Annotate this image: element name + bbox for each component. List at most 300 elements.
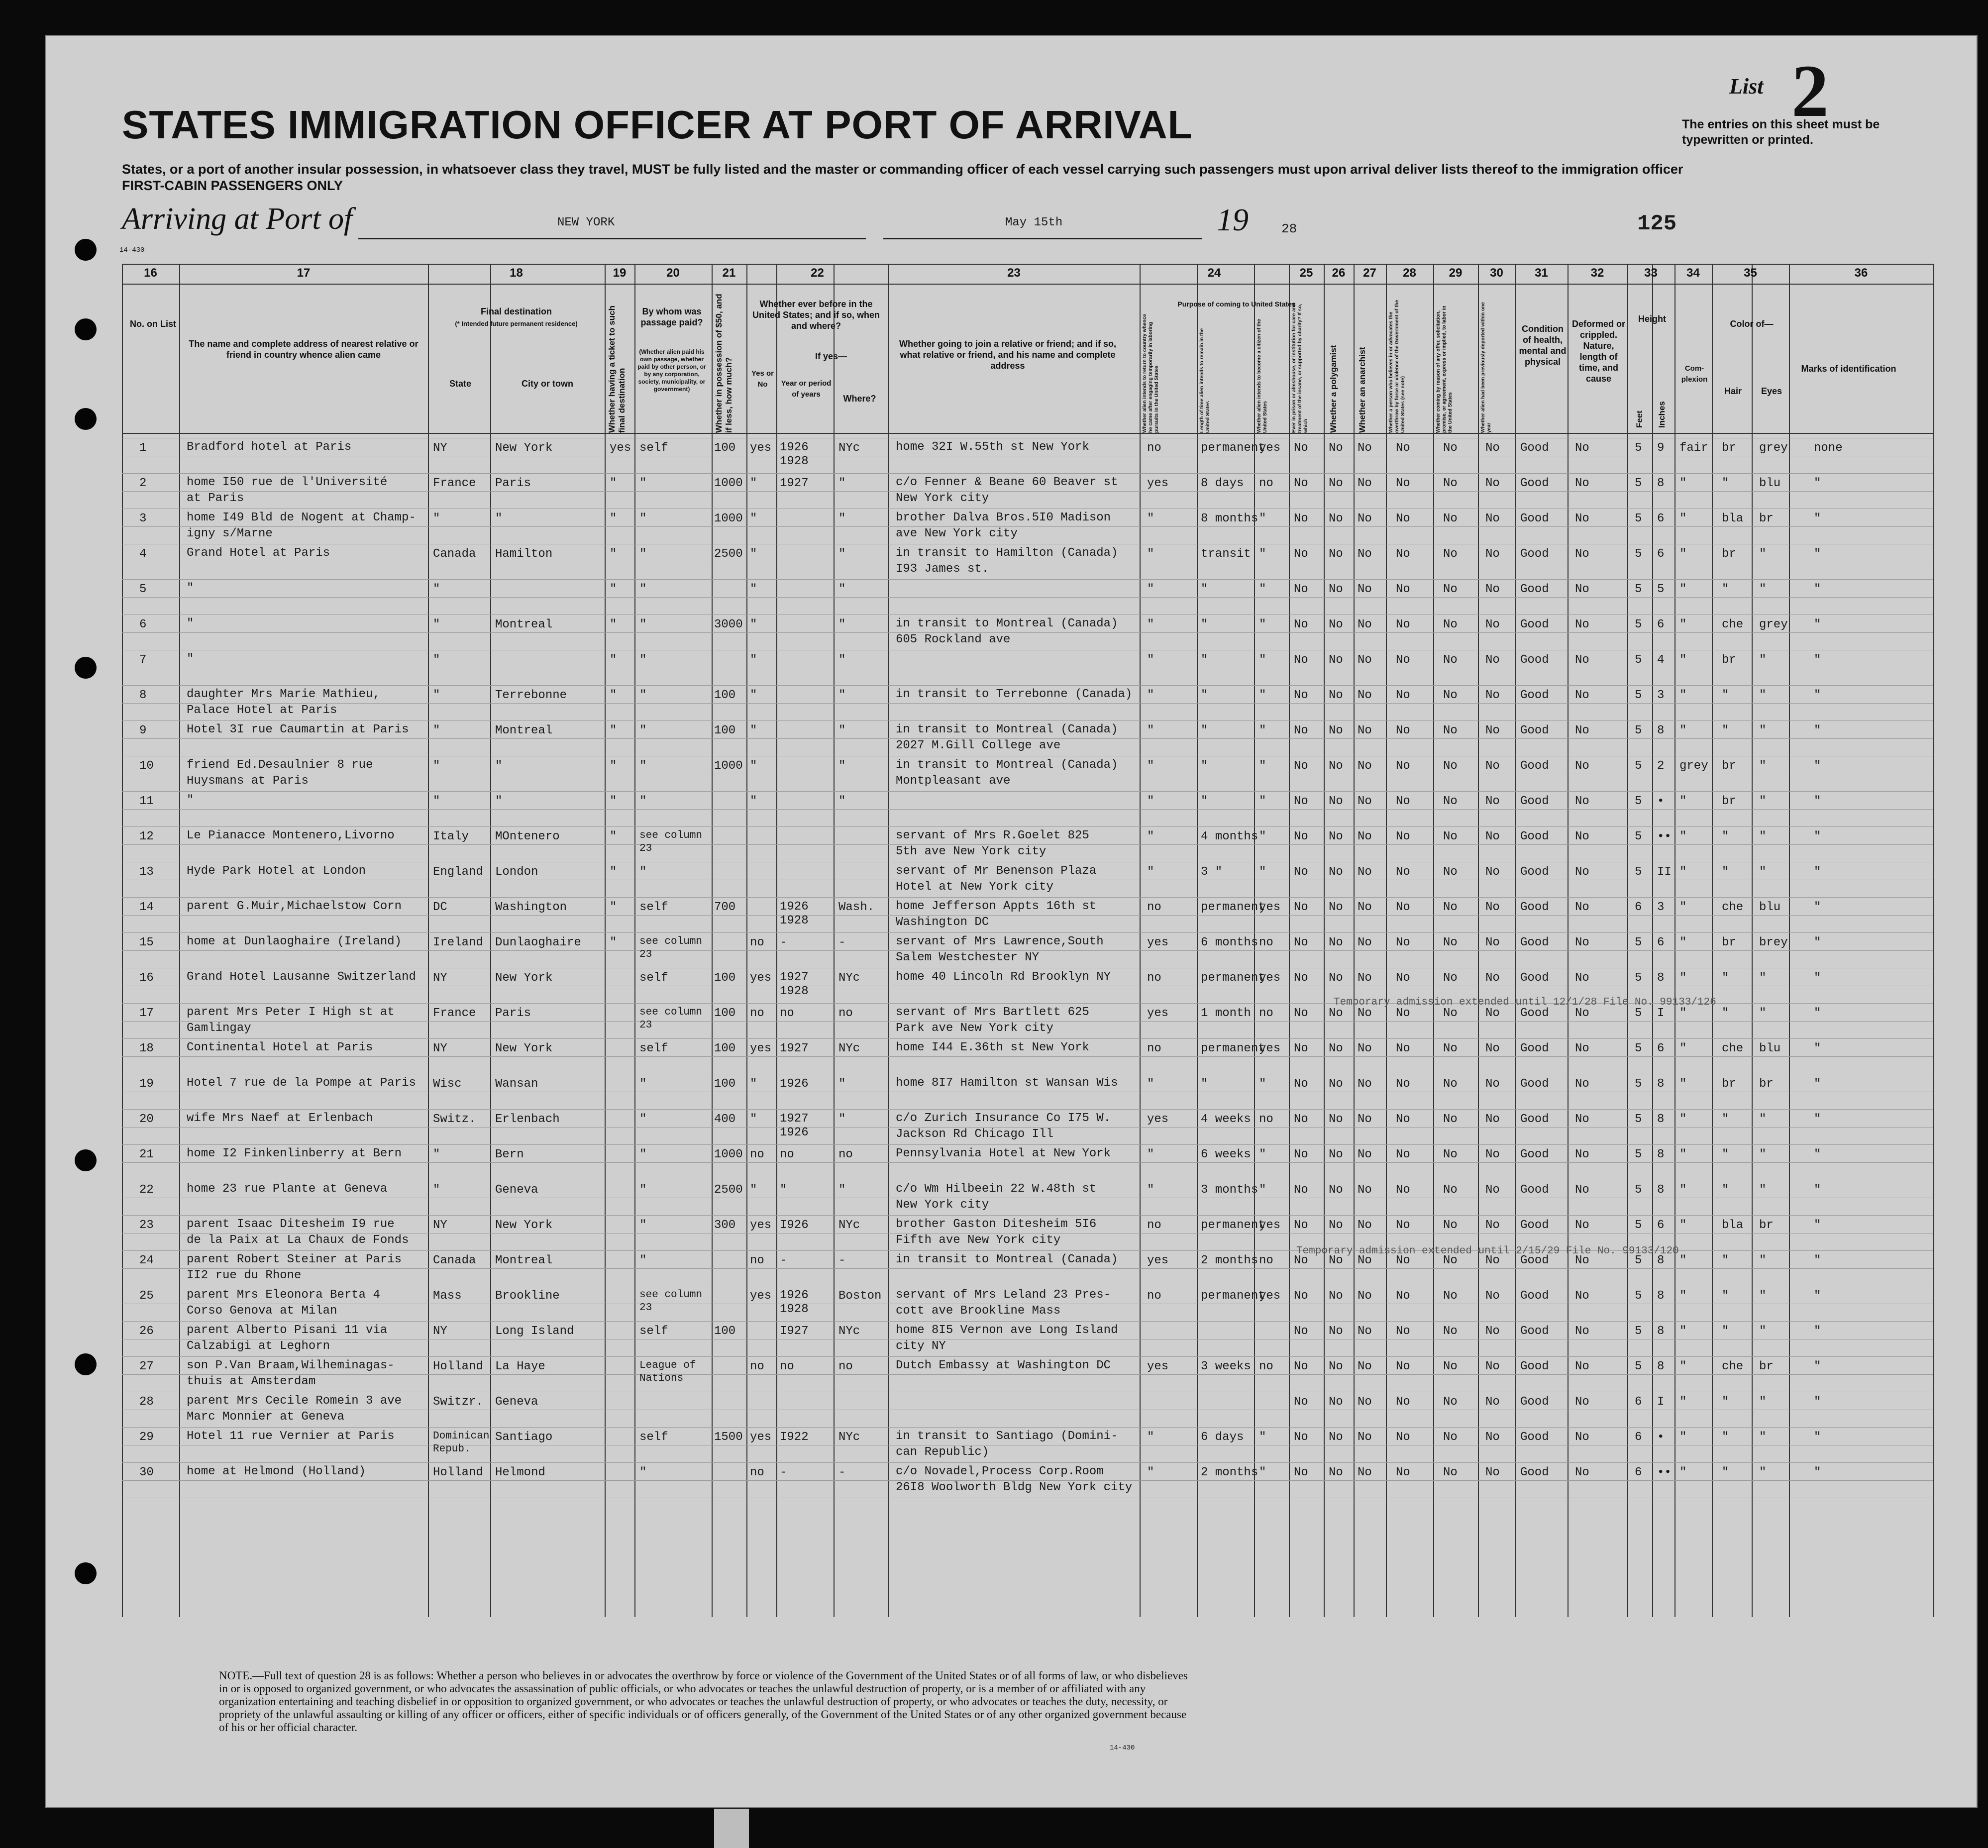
- intends-citizen: ": [1259, 653, 1266, 667]
- row-number: 1: [139, 441, 147, 455]
- eye-color: ": [1759, 653, 1767, 667]
- hdr-marks: Marks of identification: [1801, 364, 1896, 374]
- health-condition: Good: [1520, 477, 1549, 490]
- eye-color: br: [1759, 512, 1774, 525]
- length-of-stay: ": [1201, 795, 1208, 808]
- overthrow: No: [1396, 583, 1410, 596]
- joining-relative: Hotel at New York city: [896, 880, 1053, 894]
- date-line: [883, 238, 1202, 239]
- dest-state: Mass: [433, 1289, 462, 1303]
- polygamist: No: [1329, 1431, 1343, 1444]
- joining-relative: cott ave Brookline Mass: [896, 1304, 1061, 1318]
- money-amount: 1000: [714, 759, 743, 773]
- admission-stamp-row22: Temporary admission extended until 2/15/29 File No. 99133/120: [1296, 1245, 1679, 1257]
- health-condition: Good: [1520, 1395, 1549, 1409]
- hdr-contract: Whether coming by reason of any offer, solicitation, promise, or agreement, express or implied, to labor in the United States: [1436, 306, 1453, 433]
- nearest-relative: Le Pianacce Montenero,Livorno: [187, 829, 395, 842]
- health-condition: Good: [1520, 971, 1549, 985]
- purpose-return: ": [1147, 618, 1154, 631]
- complexion: ": [1679, 1289, 1687, 1303]
- dest-state: NY: [433, 1219, 447, 1232]
- prison-charity: No: [1294, 653, 1308, 667]
- height-inches: 3: [1657, 689, 1665, 702]
- purpose-return: no: [1147, 441, 1161, 455]
- overthrow: No: [1396, 441, 1410, 455]
- prison-charity: No: [1294, 795, 1308, 808]
- hdr-final-destination-note: (* Intended future permanent residence): [455, 320, 578, 327]
- length-of-stay: 6 days: [1201, 1431, 1244, 1444]
- identification-marks: ": [1814, 547, 1821, 561]
- ever-in-us: ": [750, 1183, 757, 1197]
- dest-state: Italy: [433, 830, 469, 843]
- grid-vline: [179, 264, 180, 1617]
- eye-color: ": [1759, 865, 1767, 879]
- grid-rule: [122, 932, 1933, 933]
- dest-state: NY: [433, 1325, 447, 1338]
- nearest-relative: parent Alberto Pisani 11 via: [187, 1324, 388, 1337]
- anarchist: No: [1358, 1360, 1372, 1373]
- overthrow: No: [1396, 795, 1410, 808]
- year-suffix: 28: [1281, 221, 1297, 236]
- years-in-us: no: [780, 1148, 794, 1161]
- health-condition: Good: [1520, 618, 1549, 631]
- eye-color: ": [1759, 583, 1767, 596]
- length-of-stay: permanent: [1201, 1289, 1265, 1303]
- column-number: 28: [1403, 266, 1416, 280]
- prison-charity: No: [1294, 830, 1308, 843]
- dest-city: New York: [495, 971, 553, 985]
- ever-in-us: yes: [750, 1042, 772, 1055]
- dest-city: Dunlaoghaire: [495, 936, 581, 949]
- manifest-table: [122, 264, 1933, 1617]
- where-in-us: NYc: [838, 1431, 860, 1444]
- years-in-us: 1926 1928: [780, 900, 809, 927]
- eye-color: ": [1759, 547, 1767, 561]
- years-in-us: 1926: [780, 1077, 809, 1091]
- health-condition: Good: [1520, 865, 1549, 879]
- height-inches: 6: [1657, 1219, 1665, 1232]
- joining-relative: 605 Rockland ave: [896, 633, 1011, 646]
- joining-relative: 2027 M.Gill College ave: [896, 739, 1061, 752]
- hdr-hair: Hair: [1724, 386, 1742, 396]
- deformed: No: [1575, 1077, 1589, 1091]
- deported: No: [1485, 1077, 1500, 1091]
- contract-labor: No: [1443, 583, 1458, 596]
- purpose-return: ": [1147, 759, 1154, 773]
- complexion: ": [1679, 901, 1687, 914]
- deported: No: [1485, 1183, 1500, 1197]
- nearest-relative: parent G.Muir,Michaelstow Corn: [187, 900, 402, 913]
- height-feet: 5: [1635, 1254, 1642, 1267]
- identification-marks: ": [1814, 1466, 1821, 1479]
- nearest-relative: friend Ed.Desaulnier 8 rue: [187, 758, 373, 772]
- intends-citizen: yes: [1259, 971, 1281, 985]
- eye-color: ": [1759, 1007, 1767, 1020]
- deformed: No: [1575, 1042, 1589, 1055]
- deformed: No: [1575, 547, 1589, 561]
- joining-relative: Salem Westchester NY: [896, 951, 1040, 964]
- row-number: 19: [139, 1077, 154, 1091]
- has-ticket: ": [610, 901, 617, 914]
- column-number: 26: [1332, 266, 1346, 280]
- years-in-us: 1926 1928: [780, 441, 809, 468]
- complexion: ": [1679, 512, 1687, 525]
- height-feet: 5: [1635, 795, 1642, 808]
- dest-city: ": [495, 795, 503, 808]
- purpose-return: ": [1147, 653, 1154, 667]
- has-ticket: ": [610, 830, 617, 843]
- eye-color: ": [1759, 1289, 1767, 1303]
- polygamist: No: [1329, 1077, 1343, 1091]
- nearest-relative: II2 rue du Rhone: [187, 1269, 302, 1282]
- height-inches: 8: [1657, 1113, 1665, 1126]
- column-number: 25: [1299, 266, 1313, 280]
- hair-color: che: [1722, 618, 1744, 631]
- identification-marks: none: [1814, 441, 1843, 455]
- nearest-relative: Palace Hotel at Paris: [187, 704, 337, 717]
- deformed: No: [1575, 1466, 1589, 1479]
- list-number: 2: [1791, 50, 1829, 132]
- ever-in-us: ": [750, 618, 757, 631]
- intends-citizen: ": [1259, 1431, 1266, 1444]
- intends-citizen: ": [1259, 830, 1266, 843]
- nearest-relative: parent Mrs Eleonora Berta 4: [187, 1288, 380, 1302]
- height-inches: 8: [1657, 1325, 1665, 1338]
- complexion: ": [1679, 1325, 1687, 1338]
- overthrow: No: [1396, 689, 1410, 702]
- ever-in-us: no: [750, 1466, 764, 1479]
- grid-vline: [634, 264, 635, 1617]
- hdr-inches: Inches: [1657, 401, 1667, 428]
- overthrow: No: [1396, 865, 1410, 879]
- joining-relative: brother Gaston Ditesheim 5I6: [896, 1218, 1097, 1231]
- hdr-condition: Condition of health, mental and physical: [1519, 324, 1567, 367]
- anarchist: No: [1358, 512, 1372, 525]
- where-in-us: ": [838, 653, 846, 667]
- row-number: 10: [139, 759, 154, 773]
- hdr-color-of: Color of—: [1730, 319, 1774, 329]
- contract-labor: No: [1443, 1183, 1458, 1197]
- deported: No: [1485, 653, 1500, 667]
- overthrow: No: [1396, 653, 1410, 667]
- joining-relative: c/o Wm Hilbeein 22 W.48th st: [896, 1182, 1097, 1196]
- overthrow: No: [1396, 1395, 1410, 1409]
- polygamist: No: [1329, 1360, 1343, 1373]
- eye-color: ": [1759, 1431, 1767, 1444]
- length-of-stay: 6 months: [1201, 936, 1258, 949]
- admission-stamp-row15: Temporary admission extended until 12/1/28 File No. 99133/126: [1334, 997, 1716, 1008]
- length-of-stay: ": [1201, 1077, 1208, 1091]
- contract-labor: No: [1443, 1077, 1458, 1091]
- polygamist: No: [1329, 1325, 1343, 1338]
- health-condition: Good: [1520, 1042, 1549, 1055]
- contract-labor: No: [1443, 1431, 1458, 1444]
- hair-color: ": [1722, 477, 1729, 490]
- grid-vline: [1197, 264, 1198, 1617]
- prison-charity: No: [1294, 1466, 1308, 1479]
- list-note: The entries on this sheet must be typewritten or printed.: [1682, 117, 1880, 147]
- passage-paid-by: ": [639, 1077, 647, 1091]
- dest-state: ": [433, 1183, 440, 1197]
- has-ticket: ": [610, 759, 617, 773]
- length-of-stay: permanent: [1201, 901, 1265, 914]
- intends-citizen: yes: [1259, 1289, 1281, 1303]
- deported: No: [1485, 1148, 1500, 1161]
- grid-hline: [122, 433, 1933, 434]
- prison-charity: No: [1294, 441, 1308, 455]
- health-condition: Good: [1520, 1325, 1549, 1338]
- hair-color: br: [1722, 759, 1736, 773]
- intends-citizen: no: [1259, 1007, 1273, 1020]
- prison-charity: No: [1294, 1148, 1308, 1161]
- nearest-relative: ": [187, 617, 194, 630]
- dest-city: Montreal: [495, 1254, 553, 1267]
- purpose-return: ": [1147, 583, 1154, 596]
- contract-labor: No: [1443, 512, 1458, 525]
- money-amount: 100: [714, 971, 736, 985]
- passage-paid-by: ": [639, 618, 647, 631]
- grid-vline: [834, 264, 835, 1617]
- footnote: NOTE.—Full text of question 28 is as follows: Whether a person who believes in or advocates the overthrow by force or violence of the Government of the United States or of all forms of law, or who disbelieves in or is opposed to organized government, or who advocates the assassination of public officials, or who advocates or teaches the unlawful destruction of property, or is a member of or affiliated with any organization entertaining and teaching disbelief in or opposition to organized government, or who advocates or teaches the unlawful destruction of property, or who advocates or teaches the duty, necessity, or propriety of the unlawful assaulting or killing of any officer or officers, either of specific individuals or of officers generally, of the Government of the United States or of any other organized government because of his or her official character.: [219, 1669, 1188, 1734]
- joining-relative: Washington DC: [896, 916, 989, 929]
- ever-in-us: no: [750, 1360, 764, 1373]
- column-number: 23: [1007, 266, 1021, 280]
- polygamist: No: [1329, 936, 1343, 949]
- health-condition: Good: [1520, 689, 1549, 702]
- nearest-relative: home at Dunlaoghaire (Ireland): [187, 935, 402, 948]
- health-condition: Good: [1520, 1007, 1549, 1020]
- intends-citizen: ": [1259, 1466, 1266, 1479]
- money-amount: 2500: [714, 547, 743, 561]
- deformed: No: [1575, 477, 1589, 490]
- height-inches: 2: [1657, 759, 1665, 773]
- hdr-ever-in-us: Whether ever before in the United States; and if so, when and where?: [752, 299, 880, 331]
- hdr-nearest-relative: The name and complete address of nearest relative or friend in country whence alien came: [189, 339, 419, 360]
- arrival-date: May 15th: [1005, 216, 1063, 229]
- length-of-stay: 3 months: [1201, 1183, 1258, 1197]
- eye-color: blu: [1759, 901, 1781, 914]
- eye-color: blu: [1759, 477, 1781, 490]
- nearest-relative: Hotel 11 rue Vernier at Paris: [187, 1430, 395, 1443]
- identification-marks: ": [1814, 1007, 1821, 1020]
- ever-in-us: yes: [750, 441, 772, 455]
- purpose-return: yes: [1147, 1113, 1169, 1126]
- hair-color: ": [1722, 724, 1729, 737]
- passage-paid-by: self: [639, 1042, 668, 1055]
- grid-rule: [122, 1144, 1933, 1145]
- length-of-stay: ": [1201, 724, 1208, 737]
- overthrow: No: [1396, 1113, 1410, 1126]
- joining-relative: Pennsylvania Hotel at New York: [896, 1147, 1111, 1160]
- grid-vline: [1515, 264, 1516, 1617]
- grid-rule: [122, 1215, 1933, 1216]
- has-ticket: ": [610, 795, 617, 808]
- prison-charity: No: [1294, 1007, 1308, 1020]
- height-inches: 8: [1657, 1360, 1665, 1373]
- where-in-us: no: [838, 1148, 853, 1161]
- prison-charity: No: [1294, 1042, 1308, 1055]
- joining-relative: home 8I7 Hamilton st Wansan Wis: [896, 1076, 1118, 1090]
- hair-color: ": [1722, 865, 1729, 879]
- eye-color: br: [1759, 1219, 1774, 1232]
- dest-state: ": [433, 618, 440, 631]
- intends-citizen: no: [1259, 1360, 1273, 1373]
- ever-in-us: ": [750, 512, 757, 525]
- dest-city: ": [495, 512, 503, 525]
- year-prefix: 19: [1217, 202, 1249, 237]
- complexion: ": [1679, 1183, 1687, 1197]
- dest-city: ": [495, 759, 503, 773]
- joining-relative: c/o Fenner & Beane 60 Beaver st: [896, 476, 1118, 489]
- years-in-us: ": [780, 1183, 787, 1197]
- where-in-us: Boston: [838, 1289, 882, 1303]
- instructions-text: States, or a port of another insular possession, in whatsoever class they travel, MUST be fully listed and the master or commanding officer of each vessel carrying such passengers must upon arrival deliver lists thereof to the immigration officer: [122, 162, 1683, 177]
- money-amount: 1000: [714, 1148, 743, 1161]
- grid-vline: [1386, 264, 1387, 1617]
- eye-color: ": [1759, 1466, 1767, 1479]
- where-in-us: ": [838, 547, 846, 561]
- contract-labor: No: [1443, 971, 1458, 985]
- joining-relative: ave New York city: [896, 527, 1018, 540]
- money-amount: 100: [714, 1007, 736, 1020]
- anarchist: No: [1358, 547, 1372, 561]
- hair-color: br: [1722, 441, 1736, 455]
- health-condition: Good: [1520, 583, 1549, 596]
- hdr-state: State: [449, 379, 471, 389]
- hair-color: ": [1722, 1289, 1729, 1303]
- dest-city: Geneva: [495, 1183, 538, 1197]
- eye-color: brey: [1759, 936, 1788, 949]
- eye-color: ": [1759, 1395, 1767, 1409]
- complexion: ": [1679, 724, 1687, 737]
- contract-labor: No: [1443, 1113, 1458, 1126]
- anarchist: No: [1358, 441, 1372, 455]
- height-feet: 5: [1635, 477, 1642, 490]
- deformed: No: [1575, 618, 1589, 631]
- where-in-us: ": [838, 512, 846, 525]
- identification-marks: ": [1814, 1219, 1821, 1232]
- joining-relative: home 8I5 Vernon ave Long Island: [896, 1324, 1118, 1337]
- row-number: 30: [139, 1466, 154, 1479]
- height-feet: 6: [1635, 1431, 1642, 1444]
- complexion: ": [1679, 1395, 1687, 1409]
- deformed: No: [1575, 512, 1589, 525]
- joining-relative: Jackson Rd Chicago Ill: [896, 1128, 1053, 1141]
- overthrow: No: [1396, 1360, 1410, 1373]
- ever-in-us: ": [750, 477, 757, 490]
- length-of-stay: ": [1201, 689, 1208, 702]
- complexion: ": [1679, 1113, 1687, 1126]
- purpose-return: no: [1147, 971, 1161, 985]
- prison-charity: No: [1294, 865, 1308, 879]
- hair-color: ": [1722, 1113, 1729, 1126]
- length-of-stay: 8 days: [1201, 477, 1244, 490]
- passage-paid-by: ": [639, 865, 647, 879]
- hair-color: br: [1722, 1077, 1736, 1091]
- deformed: No: [1575, 1254, 1589, 1267]
- height-feet: 6: [1635, 1395, 1642, 1409]
- anarchist: No: [1358, 1466, 1372, 1479]
- dest-state: France: [433, 477, 476, 490]
- row-number: 28: [139, 1395, 154, 1409]
- polygamist: No: [1329, 547, 1343, 561]
- contract-labor: No: [1443, 1042, 1458, 1055]
- intends-citizen: ": [1259, 512, 1266, 525]
- column-number: 30: [1490, 266, 1503, 280]
- anarchist: No: [1358, 583, 1372, 596]
- height-feet: 6: [1635, 1466, 1642, 1479]
- intends-citizen: ": [1259, 865, 1266, 879]
- passage-paid-by: ": [639, 1254, 647, 1267]
- contract-labor: No: [1443, 1325, 1458, 1338]
- nearest-relative: home I2 Finkenlinberry at Bern: [187, 1147, 402, 1160]
- has-ticket: ": [610, 618, 617, 631]
- height-feet: 5: [1635, 653, 1642, 667]
- purpose-return: yes: [1147, 1360, 1169, 1373]
- identification-marks: ": [1814, 1395, 1821, 1409]
- paper-tab: [714, 1809, 749, 1848]
- hair-color: che: [1722, 1360, 1744, 1373]
- dest-city: Terrebonne: [495, 689, 567, 702]
- money-amount: 100: [714, 724, 736, 737]
- grid-vline: [712, 264, 713, 1617]
- passage-paid-by: see column 23: [639, 936, 703, 960]
- grid-vline: [428, 264, 429, 1617]
- purpose-return: no: [1147, 901, 1161, 914]
- identification-marks: ": [1814, 759, 1821, 773]
- money-amount: 300: [714, 1219, 736, 1232]
- identification-marks: ": [1814, 618, 1821, 631]
- identification-marks: ": [1814, 1325, 1821, 1338]
- hair-color: br: [1722, 547, 1736, 561]
- row-number: 25: [139, 1289, 154, 1303]
- prison-charity: No: [1294, 1183, 1308, 1197]
- health-condition: Good: [1520, 1183, 1549, 1197]
- joining-relative: in transit to Santiago (Domini-: [896, 1430, 1118, 1443]
- deformed: No: [1575, 1007, 1589, 1020]
- joining-relative: in transit to Terrebonne (Canada): [896, 688, 1133, 701]
- row-number: 6: [139, 618, 147, 631]
- column-number: 31: [1535, 266, 1548, 280]
- length-of-stay: permanent: [1201, 441, 1265, 455]
- passage-paid-by: self: [639, 1431, 668, 1444]
- hair-color: ": [1722, 1466, 1729, 1479]
- dest-state: NY: [433, 441, 447, 455]
- eye-color: ": [1759, 830, 1767, 843]
- contract-labor: No: [1443, 795, 1458, 808]
- overthrow: No: [1396, 1219, 1410, 1232]
- where-in-us: NYc: [838, 1325, 860, 1338]
- nearest-relative: Calzabigi at Leghorn: [187, 1339, 330, 1353]
- deported: No: [1485, 1466, 1500, 1479]
- years-in-us: no: [780, 1360, 794, 1373]
- identification-marks: ": [1814, 1042, 1821, 1055]
- deformed: No: [1575, 1431, 1589, 1444]
- dest-state: DC: [433, 901, 447, 914]
- deported: No: [1485, 512, 1500, 525]
- health-condition: Good: [1520, 724, 1549, 737]
- passenger-class: FIRST-CABIN PASSENGERS ONLY: [122, 178, 343, 193]
- complexion: ": [1679, 830, 1687, 843]
- polygamist: No: [1329, 653, 1343, 667]
- column-number: 34: [1686, 266, 1700, 280]
- anarchist: No: [1358, 1325, 1372, 1338]
- years-in-us: 1927: [780, 1042, 809, 1055]
- eye-color: ": [1759, 1183, 1767, 1197]
- grid-hline: [122, 284, 1933, 285]
- purpose-return: ": [1147, 795, 1154, 808]
- contract-labor: No: [1443, 547, 1458, 561]
